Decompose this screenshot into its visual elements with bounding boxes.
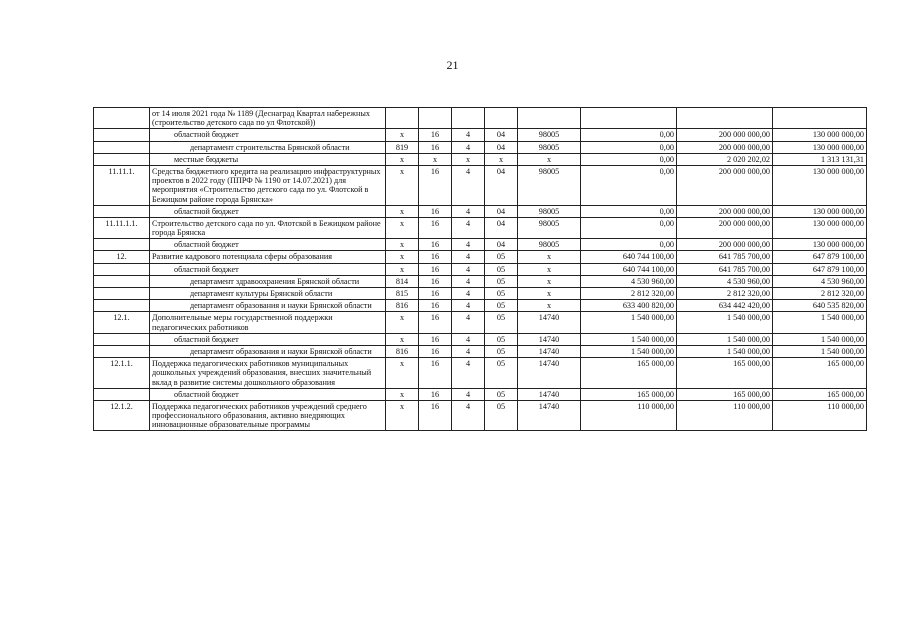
direction-code: 14740 [518, 345, 581, 357]
amount-year-3: 130 000 000,00 [773, 165, 867, 205]
row-name [150, 333, 386, 345]
program-code: 16 [419, 251, 452, 263]
table-row [94, 388, 867, 400]
admin-code: x [386, 333, 419, 345]
main-event-code: 05 [485, 312, 518, 333]
admin-code: x [386, 129, 419, 141]
subprogram-code: 4 [452, 333, 485, 345]
amount-year-2: 2 812 320,00 [677, 288, 773, 300]
amount-year-1: 165 000,00 [581, 358, 677, 389]
amount-year-2: 641 785 700,00 [677, 251, 773, 263]
amount-year-2: 200 000 000,00 [677, 217, 773, 238]
row-number [94, 239, 150, 251]
amount-year-3: 647 879 100,00 [773, 263, 867, 275]
direction-code: 14740 [518, 312, 581, 333]
admin-code: x [386, 400, 419, 431]
subprogram-code: 4 [452, 251, 485, 263]
admin-code: 816 [386, 300, 419, 312]
program-code: 16 [419, 312, 452, 333]
amount-year-1: 633 400 820,00 [581, 300, 677, 312]
program-code: 16 [419, 388, 452, 400]
admin-code: x [386, 239, 419, 251]
amount-year-3: 2 812 320,00 [773, 288, 867, 300]
amount-year-1: 0,00 [581, 239, 677, 251]
direction-code [518, 108, 581, 129]
page-number: 21 [446, 58, 459, 72]
amount-year-2: 200 000 000,00 [677, 141, 773, 153]
amount-year-2: 1 540 000,00 [677, 333, 773, 345]
program-code [419, 108, 452, 129]
subprogram-code: 4 [452, 345, 485, 357]
amount-year-1: 1 540 000,00 [581, 345, 677, 357]
amount-year-1: 110 000,00 [581, 400, 677, 431]
subprogram-code: 4 [452, 312, 485, 333]
direction-code: 98005 [518, 165, 581, 205]
main-event-code: 04 [485, 217, 518, 238]
subprogram-code: 4 [452, 129, 485, 141]
row-name [150, 263, 386, 275]
row-name: Поддержка педагогических работников учреждений среднего профессионального образования, активно внедряющих инновационные образовательные программы [150, 400, 386, 431]
main-event-code: 04 [485, 205, 518, 217]
amount-year-3: 1 540 000,00 [773, 312, 867, 333]
direction-code: x [518, 153, 581, 165]
direction-code: 14740 [518, 400, 581, 431]
row-name-text: областной бюджет [174, 130, 239, 140]
table-row [94, 108, 867, 129]
admin-code: 819 [386, 141, 419, 153]
program-code: 16 [419, 239, 452, 251]
table-row [94, 205, 867, 217]
amount-year-3: 110 000,00 [773, 400, 867, 431]
amount-year-3: 640 535 820,00 [773, 300, 867, 312]
subprogram-code: 4 [452, 263, 485, 275]
amount-year-2: 200 000 000,00 [677, 129, 773, 141]
program-code: 16 [419, 358, 452, 389]
row-name [150, 205, 386, 217]
table-row [94, 165, 867, 205]
amount-year-2: 200 000 000,00 [677, 205, 773, 217]
program-code: 16 [419, 165, 452, 205]
direction-code: x [518, 251, 581, 263]
admin-code: x [386, 205, 419, 217]
direction-code: 14740 [518, 358, 581, 389]
direction-code: 98005 [518, 141, 581, 153]
table-row [94, 300, 867, 312]
row-name-text: департамент культуры Брянской области [190, 289, 333, 298]
main-event-code: 04 [485, 129, 518, 141]
program-code: 16 [419, 300, 452, 312]
main-event-code: 05 [485, 288, 518, 300]
subprogram-code: 4 [452, 400, 485, 431]
row-name: Развитие кадрового потенциала сферы образования [150, 251, 386, 263]
admin-code: x [386, 388, 419, 400]
row-name: Средства бюджетного кредита на реализацию инфраструктурных проектов в 2022 году (ППРФ № 1190 от 14.07.2021) для мероприятия «Строительство детского сада по ул. Флотской в Бежицком районе города Брянска» [150, 165, 386, 205]
amount-year-2: 2 020 202,02 [677, 153, 773, 165]
subprogram-code: 4 [452, 165, 485, 205]
row-number [94, 288, 150, 300]
amount-year-1: 0,00 [581, 205, 677, 217]
table-row [94, 263, 867, 275]
direction-code: x [518, 300, 581, 312]
row-name [150, 239, 386, 251]
main-event-code: 04 [485, 239, 518, 251]
amount-year-2 [677, 108, 773, 129]
table-row [94, 217, 867, 238]
admin-code: x [386, 263, 419, 275]
amount-year-1 [581, 108, 677, 129]
amount-year-3: 165 000,00 [773, 358, 867, 389]
amount-year-1: 1 540 000,00 [581, 333, 677, 345]
main-event-code: 05 [485, 263, 518, 275]
row-number [94, 141, 150, 153]
program-code: 16 [419, 288, 452, 300]
table-row [94, 129, 867, 141]
row-number [94, 153, 150, 165]
amount-year-2: 165 000,00 [677, 388, 773, 400]
amount-year-2: 634 442 420,00 [677, 300, 773, 312]
amount-year-2: 1 540 000,00 [677, 345, 773, 357]
amount-year-1: 165 000,00 [581, 388, 677, 400]
row-name: Поддержка педагогических работников муниципальных дошкольных учреждений образования, внесших значительный вклад в развитие системы дошкольного образования [150, 358, 386, 389]
subprogram-code: 4 [452, 388, 485, 400]
amount-year-2: 165 000,00 [677, 358, 773, 389]
program-code: 16 [419, 333, 452, 345]
row-number: 12.1.2. [94, 400, 150, 431]
admin-code: 816 [386, 345, 419, 357]
amount-year-1: 0,00 [581, 129, 677, 141]
direction-code: 98005 [518, 217, 581, 238]
direction-code: 98005 [518, 205, 581, 217]
admin-code: x [386, 153, 419, 165]
table-row [94, 153, 867, 165]
amount-year-3: 1 540 000,00 [773, 333, 867, 345]
amount-year-1: 0,00 [581, 141, 677, 153]
subprogram-code: 4 [452, 205, 485, 217]
row-number: 11.11.1. [94, 165, 150, 205]
row-number: 12.1. [94, 312, 150, 333]
row-number [94, 205, 150, 217]
row-name-text: областной бюджет [174, 206, 239, 216]
row-name-text: областной бюджет [174, 389, 239, 399]
amount-year-3: 4 530 960,00 [773, 275, 867, 287]
table-row [94, 239, 867, 251]
subprogram-code: 4 [452, 300, 485, 312]
subprogram-code: x [452, 153, 485, 165]
admin-code: x [386, 312, 419, 333]
main-event-code: 05 [485, 345, 518, 357]
amount-year-1: 4 530 960,00 [581, 275, 677, 287]
program-code: 16 [419, 141, 452, 153]
table-row [94, 288, 867, 300]
row-name [150, 388, 386, 400]
main-event-code: 05 [485, 358, 518, 389]
subprogram-code: 4 [452, 217, 485, 238]
row-number: 12. [94, 251, 150, 263]
row-name [150, 300, 386, 312]
amount-year-1: 1 540 000,00 [581, 312, 677, 333]
row-number [94, 345, 150, 357]
admin-code: x [386, 251, 419, 263]
row-name: от 14 июля 2021 года № 1189 (Деснаград Квартал набережных (строительство детского сада по ул Флотской)) [150, 108, 386, 129]
program-code: 16 [419, 345, 452, 357]
amount-year-2: 4 530 960,00 [677, 275, 773, 287]
main-event-code: 05 [485, 251, 518, 263]
main-event-code: 05 [485, 333, 518, 345]
amount-year-3 [773, 108, 867, 129]
direction-code: x [518, 263, 581, 275]
row-name [150, 153, 386, 165]
amount-year-3: 130 000 000,00 [773, 129, 867, 141]
table-row [94, 275, 867, 287]
main-event-code [485, 108, 518, 129]
amount-year-2: 200 000 000,00 [677, 165, 773, 205]
table-row [94, 400, 867, 431]
row-number: 12.1.1. [94, 358, 150, 389]
table-row [94, 345, 867, 357]
amount-year-3: 647 879 100,00 [773, 251, 867, 263]
row-name [150, 288, 386, 300]
row-name-text: местные бюджеты [174, 154, 239, 164]
row-name [150, 129, 386, 141]
row-number [94, 129, 150, 141]
main-event-code: 04 [485, 141, 518, 153]
amount-year-3: 1 540 000,00 [773, 345, 867, 357]
admin-code: x [386, 217, 419, 238]
amount-year-3: 130 000 000,00 [773, 141, 867, 153]
table-row [94, 358, 867, 389]
row-name-text: департамент здравоохранения Брянской области [190, 276, 360, 286]
admin-code: x [386, 358, 419, 389]
amount-year-3: 130 000 000,00 [773, 239, 867, 251]
direction-code: 14740 [518, 333, 581, 345]
amount-year-3: 130 000 000,00 [773, 217, 867, 238]
table-row [94, 141, 867, 153]
subprogram-code: 4 [452, 141, 485, 153]
subprogram-code: 4 [452, 239, 485, 251]
main-event-code: 04 [485, 165, 518, 205]
row-name-text: департамент образования и науки Брянской области [190, 346, 372, 356]
program-code: 16 [419, 205, 452, 217]
row-name-text: областной бюджет [174, 334, 239, 344]
program-code: 16 [419, 263, 452, 275]
row-name-text: областной бюджет [174, 264, 239, 274]
amount-year-3: 1 313 131,31 [773, 153, 867, 165]
admin-code: x [386, 165, 419, 205]
budget-table [93, 107, 867, 431]
amount-year-2: 200 000 000,00 [677, 239, 773, 251]
program-code: 16 [419, 275, 452, 287]
amount-year-1: 2 812 320,00 [581, 288, 677, 300]
row-name-text: департамент образования и науки Брянской области [190, 301, 372, 311]
main-event-code: x [485, 153, 518, 165]
amount-year-3: 165 000,00 [773, 388, 867, 400]
row-name [150, 345, 386, 357]
row-name: Дополнительные меры государственной поддержки педагогических работников [150, 312, 386, 333]
amount-year-2: 110 000,00 [677, 400, 773, 431]
row-number [94, 263, 150, 275]
amount-year-2: 1 540 000,00 [677, 312, 773, 333]
subprogram-code [452, 108, 485, 129]
main-event-code: 05 [485, 400, 518, 431]
amount-year-1: 640 744 100,00 [581, 263, 677, 275]
direction-code: 14740 [518, 388, 581, 400]
direction-code: x [518, 288, 581, 300]
program-code: 16 [419, 129, 452, 141]
amount-year-1: 0,00 [581, 165, 677, 205]
row-number [94, 333, 150, 345]
subprogram-code: 4 [452, 275, 485, 287]
row-name-text: областной бюджет [174, 240, 239, 250]
admin-code: 814 [386, 275, 419, 287]
amount-year-1: 0,00 [581, 217, 677, 238]
direction-code: x [518, 275, 581, 287]
main-event-code: 05 [485, 388, 518, 400]
program-code: x [419, 153, 452, 165]
row-number [94, 300, 150, 312]
table-row [94, 312, 867, 333]
table-row [94, 251, 867, 263]
main-event-code: 05 [485, 275, 518, 287]
amount-year-2: 641 785 700,00 [677, 263, 773, 275]
main-event-code: 05 [485, 300, 518, 312]
row-number [94, 108, 150, 129]
program-code: 16 [419, 217, 452, 238]
subprogram-code: 4 [452, 358, 485, 389]
row-name [150, 141, 386, 153]
budget-table-body [94, 108, 867, 431]
row-number: 11.11.1.1. [94, 217, 150, 238]
amount-year-1: 640 744 100,00 [581, 251, 677, 263]
row-name: Строительство детского сада по ул. Флотской в Бежицком районе города Брянска [150, 217, 386, 238]
amount-year-1: 0,00 [581, 153, 677, 165]
row-number [94, 388, 150, 400]
row-name [150, 275, 386, 287]
admin-code: 815 [386, 288, 419, 300]
subprogram-code: 4 [452, 288, 485, 300]
row-name-text: департамент строительства Брянской области [190, 142, 350, 152]
program-code: 16 [419, 400, 452, 431]
direction-code: 98005 [518, 239, 581, 251]
table-row [94, 333, 867, 345]
amount-year-3: 130 000 000,00 [773, 205, 867, 217]
row-number [94, 275, 150, 287]
admin-code [386, 108, 419, 129]
direction-code: 98005 [518, 129, 581, 141]
